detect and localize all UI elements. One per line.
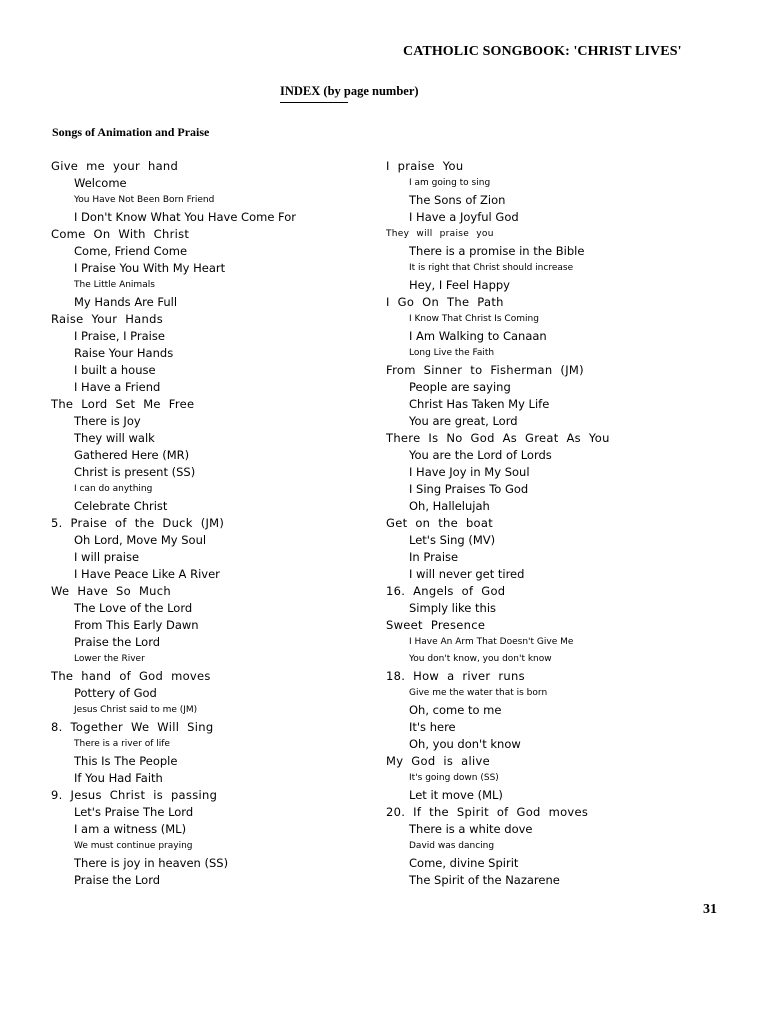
index-entry: Gathered Here (MR) — [74, 448, 190, 462]
index-entry: Come, divine Spirit — [409, 856, 519, 870]
index-entry-group: 8. Together We Will Sing — [51, 720, 214, 734]
index-entry: Long Live the Faith — [409, 348, 495, 358]
index-entry: Pottery of God — [74, 686, 157, 700]
index-entry: From This Early Dawn — [74, 618, 199, 632]
index-entry-group: Sweet Presence — [386, 618, 486, 632]
index-entry: Welcome — [74, 176, 127, 190]
index-entry: I Am Walking to Canaan — [409, 329, 547, 343]
index-entry-group: They will praise you — [386, 229, 494, 239]
index-entry-group: 9. Jesus Christ is passing — [51, 788, 218, 802]
index-entry: I Have Joy in My Soul — [409, 465, 530, 479]
index-entry: I am going to sing — [409, 178, 491, 188]
index-entry-group: 18. How a river runs — [386, 669, 525, 683]
index-title: INDEX (by page number) — [280, 84, 419, 98]
index-entry-group: The hand of God moves — [51, 669, 211, 683]
index-entry-group: Come On With Christ — [51, 227, 190, 241]
index-entry: Let's Sing (MV) — [409, 533, 496, 547]
index-entry: Hey, I Feel Happy — [409, 278, 510, 292]
index-entry: I Praise, I Praise — [74, 329, 165, 343]
index-entry: Oh, you don't know — [409, 737, 521, 751]
index-entry: Let's Praise The Lord — [74, 805, 194, 819]
index-entry: I built a house — [74, 363, 156, 377]
index-entry: You don't know, you don't know — [409, 654, 552, 664]
index-entry: I Know That Christ Is Coming — [409, 314, 539, 324]
index-entry-group: Raise Your Hands — [51, 312, 163, 326]
index-entry: There is a promise in the Bible — [409, 244, 585, 258]
index-entry: I will praise — [74, 550, 140, 564]
index-entry-group: Give me your hand — [51, 159, 179, 173]
index-entry: Raise Your Hands — [74, 346, 174, 360]
index-entry-group: 16. Angels of God — [386, 584, 506, 598]
index-entry: I Have a Joyful God — [409, 210, 519, 224]
index-entry-group: 20. If the Spirit of God moves — [386, 805, 589, 819]
index-entry: It is right that Christ should increase — [409, 263, 574, 273]
index-entry: This Is The People — [74, 754, 178, 768]
index-entry: You are the Lord of Lords — [409, 448, 552, 462]
index-entry: If You Had Faith — [74, 771, 163, 785]
index-entry-group: I praise You — [386, 159, 464, 173]
index-entry: Oh, come to me — [409, 703, 502, 717]
index-entry: You Have Not Been Born Friend — [74, 195, 215, 205]
index-entry-group: Get on the boat — [386, 516, 494, 530]
index-entry-group: 5. Praise of the Duck (JM) — [51, 516, 225, 530]
index-entry: The Sons of Zion — [409, 193, 506, 207]
index-entry: They will walk — [74, 431, 155, 445]
index-entry: People are saying — [409, 380, 511, 394]
index-entry: Celebrate Christ — [74, 499, 168, 513]
index-entry: Christ Has Taken My Life — [409, 397, 550, 411]
index-entry: There is a river of life — [74, 739, 170, 749]
index-entry: I Don't Know What You Have Come For — [74, 210, 297, 224]
index-entry-group: The Lord Set Me Free — [51, 397, 195, 411]
index-entry: There is a white dove — [409, 822, 533, 836]
page-number: 31 — [703, 902, 717, 917]
index-entry: Christ is present (SS) — [74, 465, 196, 479]
index-entry: Simply like this — [409, 601, 497, 615]
section-heading: Songs of Animation and Praise — [52, 125, 210, 139]
index-entry: The Spirit of the Nazarene — [409, 873, 560, 887]
index-entry: It's going down (SS) — [409, 773, 499, 783]
index-entry: I Sing Praises To God — [409, 482, 529, 496]
index-entry: Praise the Lord — [74, 635, 161, 649]
index-entry: My Hands Are Full — [74, 295, 178, 309]
index-entry-group: My God is alive — [386, 754, 490, 768]
index-entry: Praise the Lord — [74, 873, 161, 887]
index-entry: Lower the River — [74, 654, 145, 664]
index-title-underline — [280, 102, 348, 103]
index-entry: We must continue praying — [74, 841, 193, 851]
index-entry: I Have Peace Like A River — [74, 567, 220, 581]
book-title: CATHOLIC SONGBOOK: 'CHRIST LIVES' — [403, 44, 682, 59]
index-entry-group: I Go On The Path — [386, 295, 504, 309]
index-entry: The Little Animals — [74, 280, 155, 290]
index-entry: It's here — [409, 720, 456, 734]
index-entry: You are great, Lord — [409, 414, 518, 428]
index-entry: There is Joy — [74, 414, 141, 428]
index-entry-group: From Sinner to Fisherman (JM) — [386, 363, 584, 377]
index-entry: The Love of the Lord — [74, 601, 193, 615]
index-entry-group: There Is No God As Great As You — [386, 431, 610, 445]
index-entry: Oh Lord, Move My Soul — [74, 533, 207, 547]
index-entry: Let it move (ML) — [409, 788, 503, 802]
index-entry: I am a witness (ML) — [74, 822, 187, 836]
index-entry: In Praise — [409, 550, 459, 564]
index-entry: Come, Friend Come — [74, 244, 188, 258]
index-entry: I will never get tired — [409, 567, 525, 581]
index-entry: I Have a Friend — [74, 380, 161, 394]
index-entry: Jesus Christ said to me (JM) — [74, 705, 198, 715]
index-entry: I Have An Arm That Doesn't Give Me — [409, 637, 574, 647]
index-entry: Oh, Hallelujah — [409, 499, 490, 513]
index-column-left — [51, 158, 371, 889]
index-entry: Give me the water that is born — [409, 688, 548, 698]
index-entry-group: We Have So Much — [51, 584, 171, 598]
index-entry: I Praise You With My Heart — [74, 261, 226, 275]
index-column-right — [386, 158, 726, 889]
index-entry: I can do anything — [74, 484, 153, 494]
index-entry: There is joy in heaven (SS) — [74, 856, 229, 870]
index-entry: David was dancing — [409, 841, 495, 851]
